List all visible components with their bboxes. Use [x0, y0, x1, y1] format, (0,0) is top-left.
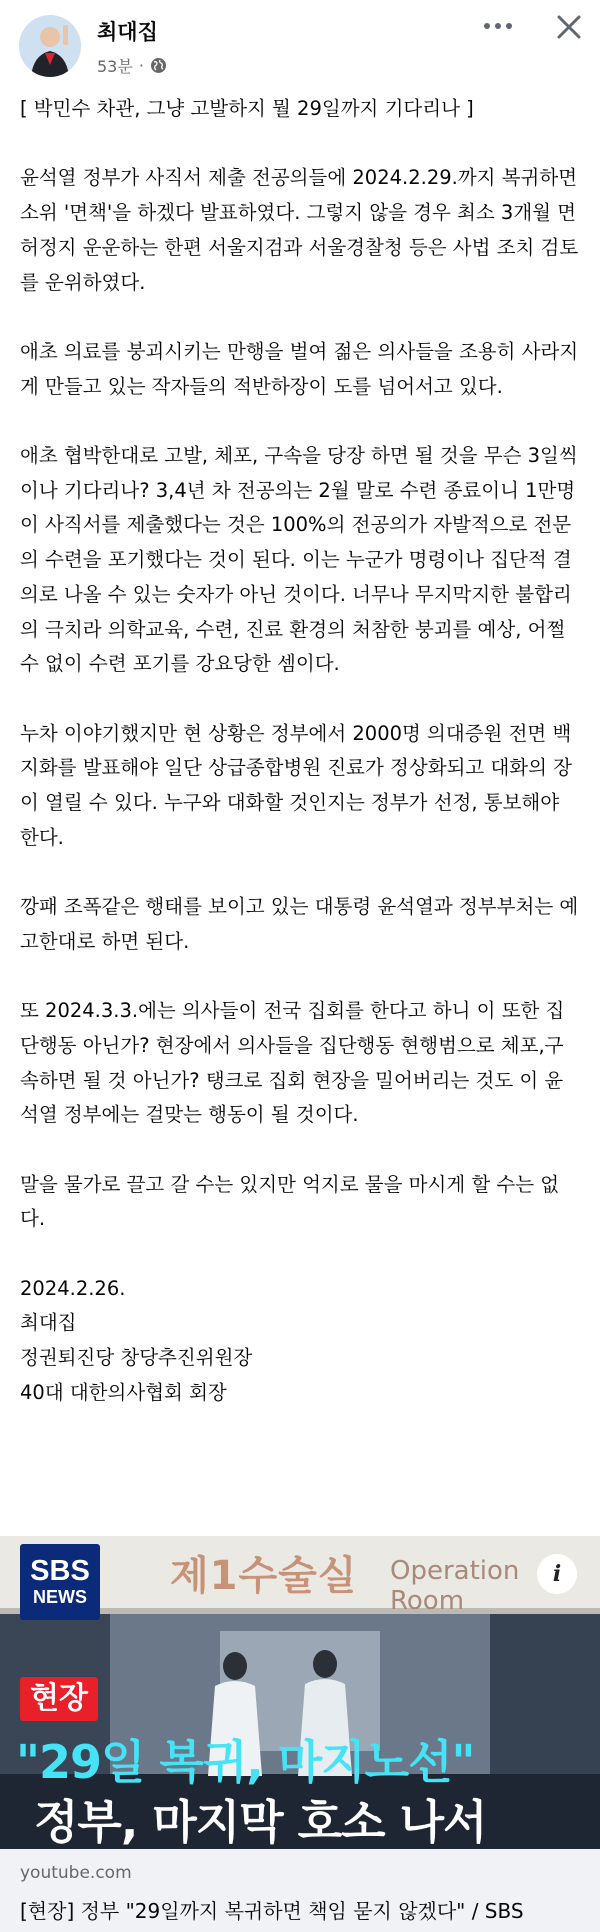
sbs-logo-line2: NEWS [33, 1587, 87, 1607]
signature-date: 2024.2.26. [20, 1276, 126, 1300]
avatar-photo [19, 15, 81, 77]
globe-icon [150, 57, 167, 74]
post-paragraph: 말을 물가로 끌고 갈 수는 있지만 억지로 물을 마시게 할 수는 없다. [20, 1172, 560, 1231]
post-paragraph: 애초 협박한대로 고발, 체포, 구속을 당장 하면 될 것을 무슨 3일씩이나 기다리나? 3,4년 차 전공의는 2월 말로 수련 종료이니 1만명이 사직서를 제출했다는 것은 100%의 전공의가 자발적으로 전문의 수련을 포기했다는 것이 된다. 이는 누군가 명령이나 집단적 결의로 나올 수 있는 숫자가 아닌 것이다. 너무나 무지막지한 불합리의 극치라 의학교육, 수련, 진료 환경의 처참한 붕괴를 예상, 어쩔 수 없이 수련 포기를 강요당한 셈이다. [20, 443, 578, 676]
close-icon[interactable] [554, 12, 584, 42]
link-title[interactable]: [현장] 정부 "29일까지 복귀하면 책임 묻지 않겠다" / SBS [20, 1899, 524, 1923]
more-options-icon[interactable] [478, 12, 518, 40]
post-paragraph: 윤석열 정부가 사직서 제출 전공의들에 2024.2.29.까지 복귀하면 소위 '면책'을 하겠다 발표하였다. 그렇지 않을 경우 최소 3개월 면허정지 운운하는 한편 서울지검과 서울경찰청 등은 사법 조치 검토를 운위하였다. [20, 166, 579, 294]
post-header [0, 0, 600, 78]
thumbnail-subheadline: 정부, 마지막 호소 나서 [34, 1795, 487, 1849]
post-paragraph: 깡패 조폭같은 행태를 보이고 있는 대통령 윤석열과 정부부처는 예고한대로 하면 된다. [20, 895, 579, 953]
info-icon[interactable]: i [537, 1554, 577, 1594]
post-paragraph: 애초 의료를 붕괴시키는 만행을 벌여 젊은 의사들을 조용히 사라지게 만들고 있는 작자들의 적반하장이 도를 넘어서고 있다. [20, 339, 579, 398]
link-preview-caption[interactable] [0, 1849, 600, 1932]
meta-separator: · [138, 56, 144, 75]
post-paragraph: 누차 이야기했지만 현 상황은 정부에서 2000명 의대증원 전면 백지화를 발표해야 일단 상급종합병원 진료가 정상화되고 대화의 장이 열릴 수 있다. 누구와 대화할 것인지는 정부가 선정, 통보해야 한다. [20, 721, 572, 849]
post-paragraph: 또 2024.3.3.에는 의사들이 전국 집회를 한다고 하니 이 또한 집단행동 아닌가? 현장에서 의사들을 집단행동 현행범으로 체포,구속하면 될 것 아닌가? 탱크로 집회 현장을 밀어버리는 것도 이 윤석열 정부에는 걸맞는 행동이 될 것이다. [20, 999, 565, 1127]
post-meta [97, 54, 167, 77]
signature-name: 최대집 [20, 1311, 77, 1335]
post-text [20, 92, 580, 1411]
link-domain: youtube.com [20, 1863, 132, 1883]
sbs-logo-line1: SBS [30, 1555, 90, 1587]
video-thumbnail[interactable] [0, 1536, 600, 1849]
live-badge: 현장 [20, 1677, 98, 1721]
thumbnail-headline: "29일 복귀, 마지노선" [16, 1735, 475, 1789]
signature-role: 40대 대한의사협회 회장 [20, 1380, 227, 1404]
author-name[interactable]: 최대집 [97, 20, 158, 44]
avatar[interactable] [19, 15, 81, 77]
signature-role: 정권퇴진당 창당추진위원장 [20, 1346, 253, 1370]
operation-room-sign: 제1수술실 [170, 1553, 358, 1599]
post-paragraph-title: [ 박민수 차관, 그냥 고발하지 뭘 29일까지 기다리나 ] [20, 97, 474, 120]
post-time[interactable]: 53분 [97, 57, 133, 76]
operation-room-sign-en: Operation Room [390, 1556, 520, 1616]
sbs-news-logo [20, 1544, 100, 1620]
